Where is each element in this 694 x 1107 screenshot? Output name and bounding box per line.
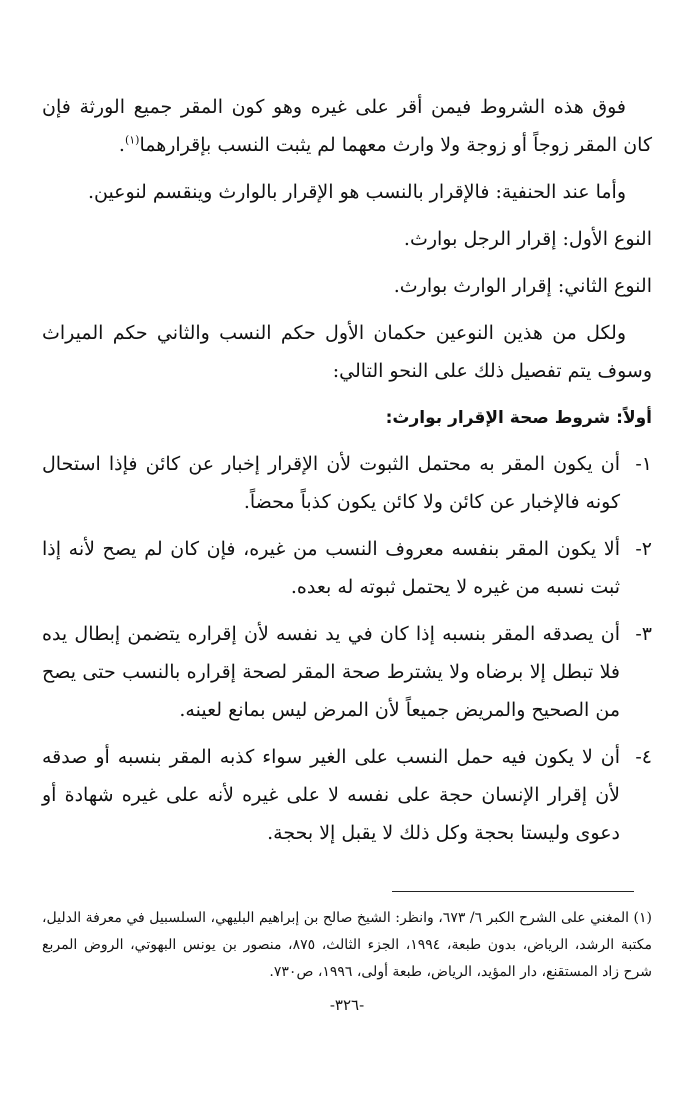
list-item-text: ألا يكون المقر بنفسه معروف النسب من غيره، فإن كان لم يصح لأنه إذا ثبت نسبه من غيره لا يحتمل ثبوته له بعده. — [42, 538, 620, 598]
paragraph-conditions-intro-end: . — [118, 134, 125, 156]
list-item-number: ٣- — [635, 623, 652, 645]
footnote-separator — [392, 891, 634, 892]
paragraph-type-one: النوع الأول: إقرار الرجل بوارث. — [403, 228, 652, 250]
paragraph-conditions-intro — [42, 88, 652, 164]
paragraph-type-two: النوع الثاني: إقرار الوارث بوارث. — [393, 275, 652, 297]
page-number: -٣٢٦- — [329, 996, 365, 1014]
footnote — [42, 905, 652, 986]
list-item — [42, 738, 652, 852]
list-item-number: ٤- — [635, 746, 652, 768]
section-heading: أولاً: شروط صحة الإقرار بوارث: — [385, 408, 652, 428]
list-item — [42, 615, 652, 729]
body-text — [42, 88, 652, 861]
list-item-number: ٢- — [635, 538, 652, 560]
list-item — [42, 445, 652, 521]
paragraph-two-rulings: ولكل من هذين النوعين حكمان الأول حكم النسب والثاني حكم الميراث وسوف يتم تفصيل ذلك على النحو التالي: — [42, 322, 652, 382]
footnote-text: (١) المغني على الشرح الكبر ٦/ ٦٧٣، وانظر: الشيخ صالح بن إبراهيم البليهي، السلسبيل في معرفة الدليل، مكتبة الرشد، الرياض، بدون طبعة، ١٩٩٤، الجزء الثالث، ٨٧٥، منصور بن يونس البهوتي، الروض المربع شرح زاد المستقنع، دار المؤيد، الرياض، طبعة أولى، ١٩٩٦، ص٧٣٠. — [42, 910, 653, 980]
list-item-text: أن يكون المقر به محتمل الثبوت لأن الإقرار إخبار عن كائن فإذا استحال كونه فالإخبار عن كائن ولا كائن يكون كذباً محضاً. — [42, 453, 620, 513]
footnote-reference: (١) — [124, 133, 140, 147]
list-item-text: أن يصدقه المقر بنسبه إذا كان في يد نفسه لأن إقراره يتضمن إبطال يده فلا تبطل إلا برضاه ولا يشترط صحة المقر لصحة إقراره بالنسب حتى يصح من الصحيح والمريض جميعاً لأن المرض ليس بمانع لعينه. — [42, 623, 620, 721]
list-item-number: ١- — [635, 453, 652, 475]
paragraph-conditions-intro-text: فوق هذه الشروط فيمن أقر على غيره وهو كون المقر جميع الورثة فإن كان المقر زوجاً أو زوجة ولا وارث معهما لم يثبت النسب بإقرارهما — [42, 96, 652, 156]
paragraph-hanafi: وأما عند الحنفية: فالإقرار بالنسب هو الإقرار بالوارث وينقسم لنوعين. — [87, 181, 626, 203]
list-item — [42, 530, 652, 606]
list-item-text: أن لا يكون فيه حمل النسب على الغير سواء كذبه المقر بنسبه أو صدقه لأن إقرار الإنسان حجة على نفسه لا على غيره لأنه على غيره شهادة أو دعوى وليستا بحجة وكل ذلك لا يقبل إلا بحجة. — [42, 746, 620, 844]
